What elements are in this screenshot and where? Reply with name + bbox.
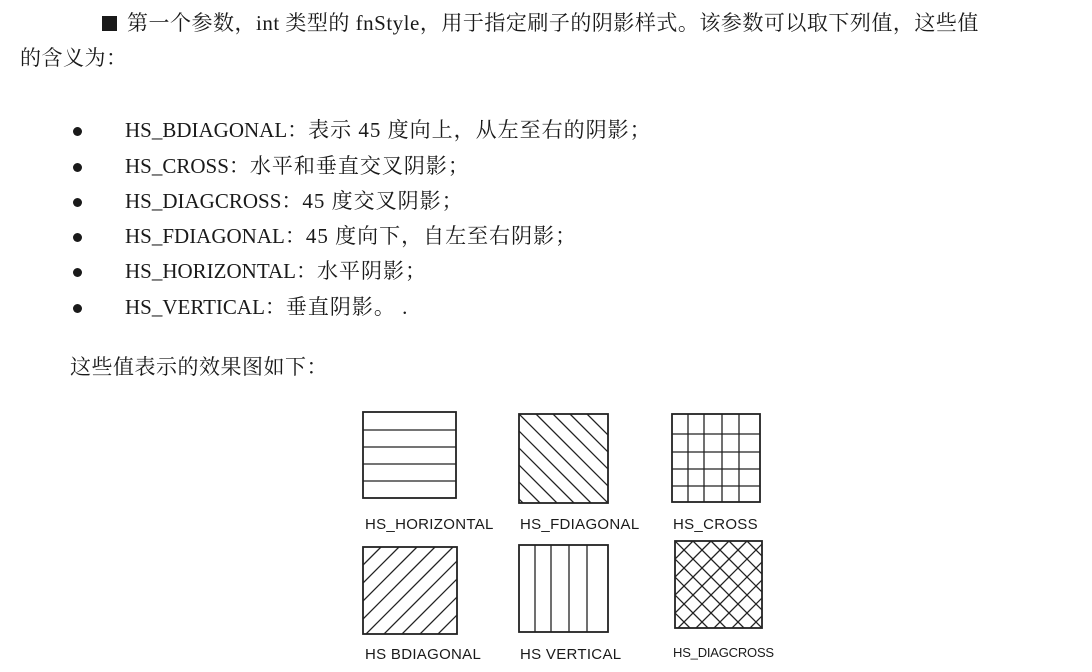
style-desc: 45 度向下，自左至右阴影； — [305, 224, 578, 248]
style-name: HS_FDIAGONAL： — [125, 224, 306, 248]
vertical-hatch-icon — [519, 545, 608, 632]
pattern-label: HS_FDIAGONAL — [520, 516, 640, 533]
style-name: HS_VERTICAL： — [125, 295, 286, 319]
style-name: HS_CROSS： — [125, 154, 250, 178]
pattern-label: HS_HORIZONTAL — [365, 516, 494, 533]
pattern-label: HS VERTICAL — [520, 646, 622, 663]
style-desc: 水平阴影； — [316, 259, 427, 283]
bullet-dot-icon — [73, 198, 82, 207]
bullet-dot-icon — [73, 163, 82, 172]
style-desc: 45 度交叉阴影； — [302, 189, 464, 213]
horizontal-hatch-icon — [363, 412, 456, 498]
bdiagonal-hatch-icon — [363, 547, 457, 634]
square-bullet-icon — [102, 16, 117, 31]
fdiagonal-hatch-icon — [519, 414, 608, 503]
style-name: HS_BDIAGONAL： — [125, 118, 309, 142]
intro-text-1: 第一个参数，int 类型的 fnStyle，用于指定刷子的阴影样式。该参数可以取下列值，这些值 — [127, 11, 979, 35]
style-desc: 水平和垂直交叉阴影； — [249, 154, 470, 178]
style-name: HS_HORIZONTAL： — [125, 259, 317, 283]
diagcross-hatch-icon — [675, 541, 762, 628]
cross-hatch-icon — [672, 414, 760, 502]
bullet-dot-icon — [73, 233, 82, 242]
bullet-dot-icon — [73, 268, 82, 277]
pattern-label: HS_DIAGCROSS — [673, 645, 774, 660]
style-name: HS_DIAGCROSS： — [125, 189, 303, 213]
figure-intro: 这些值表示的效果图如下： — [70, 355, 328, 379]
bullet-dot-icon — [73, 127, 82, 136]
pattern-label: HS_CROSS — [673, 516, 758, 533]
pattern-label: HS BDIAGONAL — [365, 646, 482, 663]
bullet-dot-icon — [73, 304, 82, 313]
intro-line-2: 的含义为： — [20, 46, 128, 70]
style-desc: 垂直阴影。 . — [285, 295, 409, 319]
intro-line-1 — [102, 13, 979, 34]
style-desc: 表示 45 度向上，从左至右的阴影； — [308, 118, 652, 142]
